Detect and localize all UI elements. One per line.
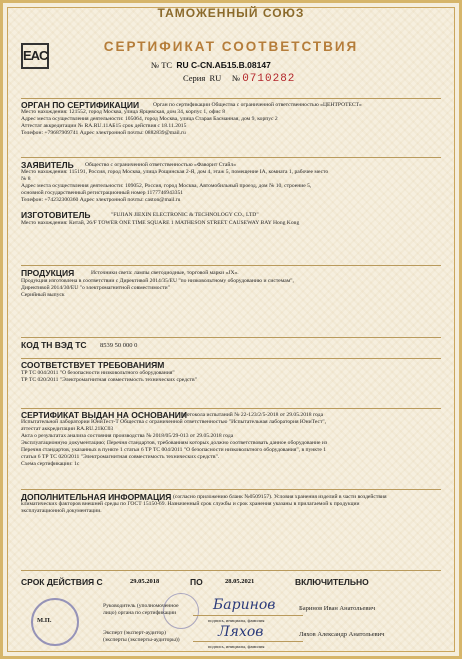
organ-details — [21, 109, 445, 137]
head-name: Баринов Иван Анатольевич — [299, 605, 376, 612]
series-label: Серия — [183, 73, 206, 83]
head-label — [103, 603, 179, 617]
expert-name: Ляхов Александр Анатольевич — [299, 631, 385, 638]
requirements-details — [21, 370, 445, 384]
additional-line: эксплуатационной документации. — [21, 508, 102, 514]
product-text: Источники света: лампы светодиодные, торговой марки «JX». — [91, 270, 239, 276]
divider — [21, 570, 441, 571]
divider — [21, 489, 441, 490]
applicant-line: основной государственный регистрационный номер 1177746943351 — [21, 190, 184, 196]
divider — [21, 408, 441, 409]
head-label-line: Руководитель (уполномоченное — [103, 603, 179, 609]
organ-line: Телефон: +79687909741 Адрес электронной почты: 0882839@mail.ru — [21, 130, 186, 136]
product-line: Директивой 2014/30/EU "о электромагнитной совместимости" — [21, 285, 170, 291]
validity-to-label: ПО — [190, 577, 203, 587]
head-signature: Баринов — [213, 597, 276, 613]
additional-text: (согласно приложению бланк №0509157). Условия хранения изделий в части воздействия — [173, 494, 387, 500]
document-title: СЕРТИФИКАТ СООТВЕТСТВИЯ — [103, 39, 359, 54]
product-heading: ПРОДУКЦИЯ — [21, 268, 75, 278]
head-sig-caption: подпись, инициалы, фамилия — [208, 618, 265, 623]
series-no-label: № — [231, 73, 241, 83]
series-number: 0710282 — [242, 73, 296, 85]
divider — [21, 157, 441, 158]
basis-line: аттестат аккредитации RA.RU.21КС03 — [21, 426, 114, 432]
number-prefix: № ТС — [151, 60, 173, 70]
expert-label — [103, 630, 180, 644]
product-details — [21, 278, 445, 299]
basis-line: Эксплуатационную документацию; Перечня стандартов, требованиям которых должно соответствовать данное оборудование из — [21, 440, 328, 446]
basis-line: Акта о результатах анализа состояния производства № 2018/05/29-013 от 29.05.2018 года — [21, 433, 234, 439]
expert-sig-caption: подпись, инициалы, фамилия — [208, 644, 265, 649]
number-value: RU C-CN.АБ15.B.08147 — [176, 60, 271, 70]
banner-text: ТАМОЖЕННЫЙ СОЮЗ — [157, 6, 305, 20]
product-line: Серийный выпуск — [21, 292, 65, 298]
applicant-line: Телефон: +74232300360 Адрес электронной почты: caston@mail.ru — [21, 197, 181, 203]
basis-line: Испытательной лаборатории ЮниТест-Т Общества с ограниченной ответственностью "Испытательная лаборатория ЮниТест", — [21, 419, 327, 425]
requirement-line: ТР ТС 020/2011 "Электромагнитная совместимость технических средств" — [21, 377, 197, 383]
series-line — [183, 73, 295, 85]
basis-text: протокола испытаний № 22-123/2/5-2018 от 29.05.2018 года — [181, 412, 324, 418]
applicant-heading: ЗАЯВИТЕЛЬ — [21, 160, 74, 170]
organ-text: Орган по сертификации Общества с ограниченной ответственностью «ЦЕНТРОТЕСТ» — [153, 102, 362, 108]
header-banner — [3, 3, 459, 25]
manufacturer-heading: ИЗГОТОВИТЕЛЬ — [21, 210, 91, 220]
validity-suffix: ВКЛЮЧИТЕЛЬНО — [295, 577, 369, 587]
validity-to: 28.05.2021 — [225, 578, 255, 585]
code-value: 8539 50 000 0 — [100, 342, 138, 349]
signature-line — [193, 641, 303, 642]
additional-heading: ДОПОЛНИТЕЛЬНАЯ ИНФОРМАЦИЯ — [21, 492, 172, 502]
series-code: RU — [209, 73, 222, 83]
mp-label: М.П. — [37, 617, 52, 624]
divider — [21, 337, 441, 338]
applicant-line: Место нахождения: 115191, Россия, город Москва, улица Рощинская 2-Я, дом 4, этаж 5, помещение IA, комната 1, рабочее место — [21, 169, 329, 175]
validity-from: 29.05.2018 — [130, 578, 160, 585]
divider — [21, 358, 441, 359]
signature-line — [193, 615, 303, 616]
expert-label-line: (эксперты (эксперты-аудиторы)) — [103, 637, 180, 643]
organ-heading: ОРГАН ПО СЕРТИФИКАЦИИ — [21, 100, 140, 110]
head-label-line: лицо) органа по сертификации — [103, 610, 177, 616]
basis-line: статьи 6 ТР ТС 020/2011 "Электромагнитная совместимость технических средств". — [21, 454, 220, 460]
applicant-text: Общество с ограниченной ответственностью «Фаворит Стайл» — [85, 162, 236, 168]
basis-details — [21, 419, 445, 468]
organ-line: Место нахождения: 121552, город Москва, улица Ярцевская, дом 34, корпус 1, офис 8 — [21, 109, 226, 115]
requirement-line: ТР ТС 004/2011 "О безопасности низковольтного оборудования" — [21, 370, 175, 376]
validity-heading: СРОК ДЕЙСТВИЯ С — [21, 577, 103, 587]
applicant-line: Адрес места осуществления деятельности: 109052, Россия, город Москва, Автомобильный проезд, дом № 10, строение 5, — [21, 183, 312, 189]
expert-label-line: Эксперт (эксперт-аудитор) — [103, 630, 166, 636]
basis-line: Перечня стандартов, указанных в пункте 1 статьи 6 ТР ТС 004/2011 "О безопасности низковольтного оборудования", в пункте 1 — [21, 447, 327, 453]
code-heading: КОД ТН ВЭД ТС — [21, 340, 87, 350]
basis-line: Схема сертификации: 1с — [21, 461, 80, 467]
expert-signature: Ляхов — [218, 624, 264, 640]
basis-heading: СЕРТИФИКАТ ВЫДАН НА ОСНОВАНИИ — [21, 410, 187, 420]
requirements-heading: СООТВЕТСТВУЕТ ТРЕБОВАНИЯМ — [21, 360, 165, 370]
manufacturer-line: Место нахождения: Китай, 26/F TOWER ONE TIME SQUARE 1 MATHESON STREET CAUSEWAY BAY Hong Kong — [21, 220, 300, 226]
organ-line: Адрес места осуществления деятельности: 105064, город Москва, улица Старая Басманная, дом 9, корпус 2 — [21, 116, 278, 122]
divider — [21, 265, 441, 266]
divider — [21, 98, 441, 99]
additional-details — [21, 501, 445, 515]
applicant-line: № 8 — [21, 176, 31, 182]
product-line: Продукция изготовлена в соответствии с Директивой 2014/35/EU "по низковольтному оборудованию и системам", — [21, 278, 294, 284]
additional-line: климатических факторов внешней среды по ГОСТ 15150-69. Назначенный срок службы и срок хранения указаны в прилагаемой к продукции — [21, 501, 360, 507]
manufacturer-details — [21, 220, 445, 227]
certificate-number — [151, 60, 271, 70]
manufacturer-text: "FUJIAN JIEXIN ELECTRONIC & TECHNOLOGY CO., LTD" — [111, 212, 259, 218]
organ-line: Аттестат аккредитации № RA.RU.11АБ15 срок действия с 18.11.2015 — [21, 123, 187, 129]
applicant-details — [21, 169, 445, 204]
eac-logo-text: EAC — [23, 48, 48, 63]
